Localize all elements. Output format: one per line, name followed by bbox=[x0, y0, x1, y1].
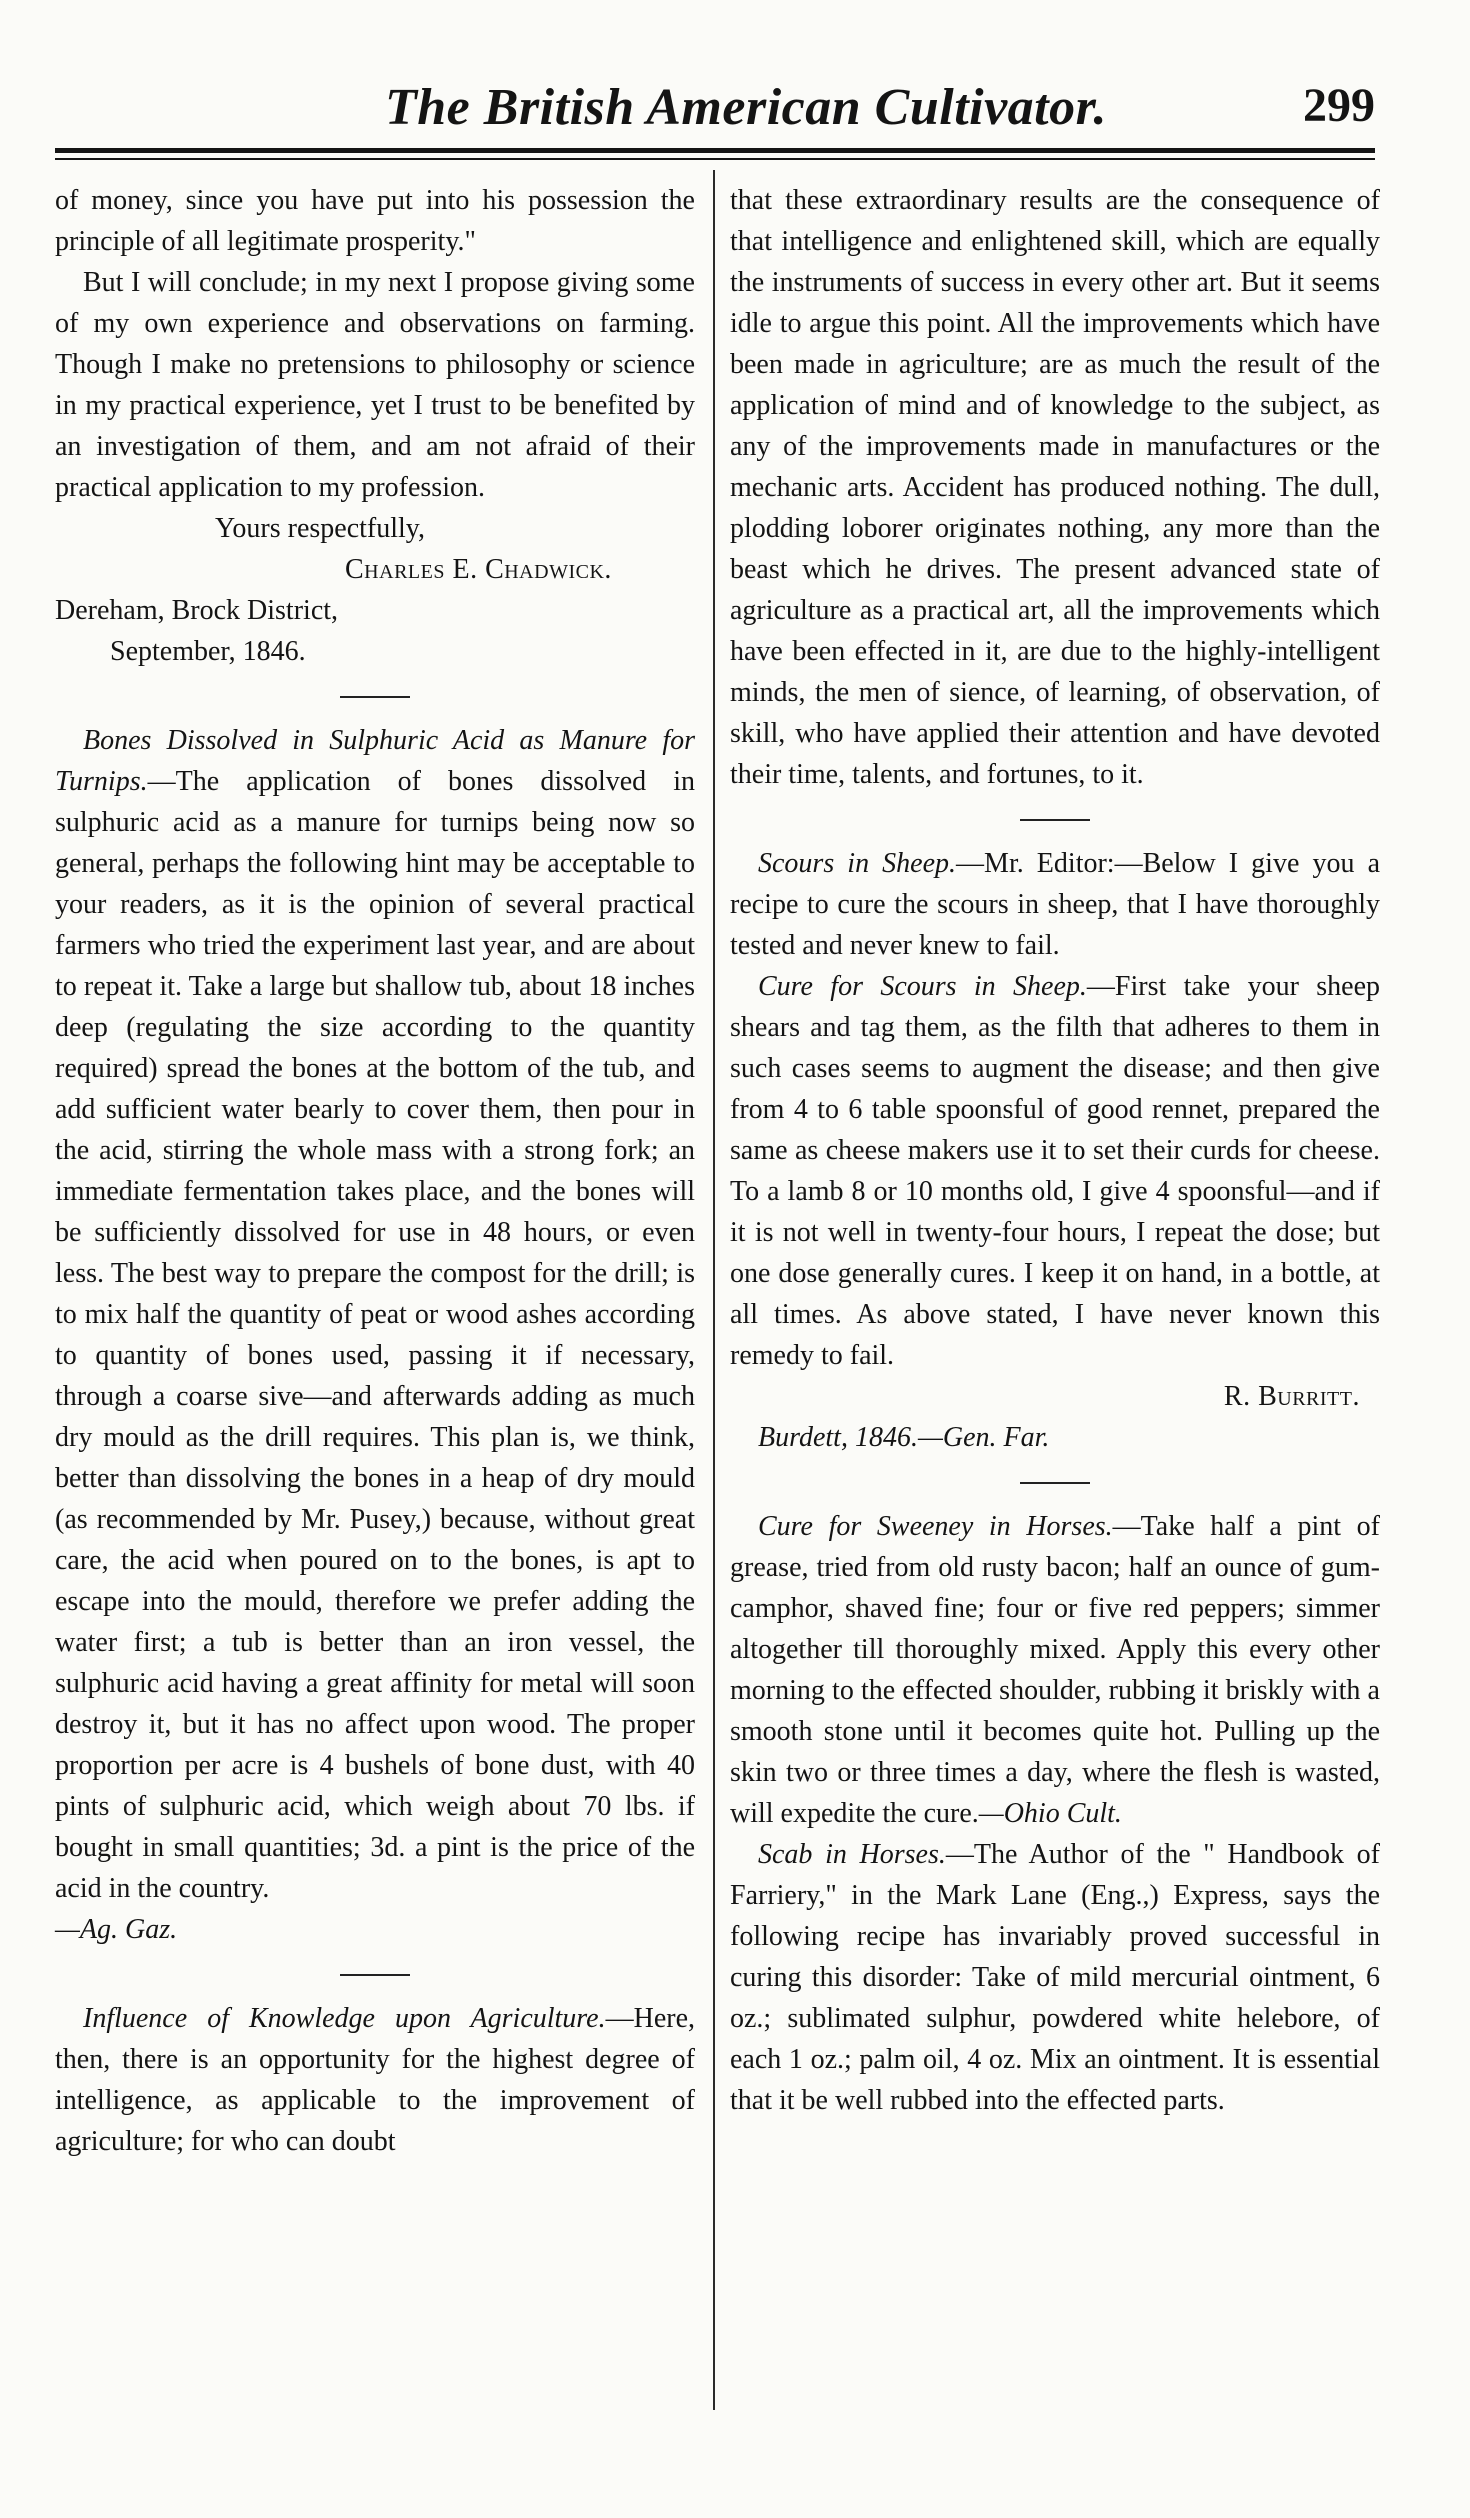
article-cure-scours bbox=[730, 966, 1380, 1376]
article-bones-body: —The application of bones dissolved in sulphuric acid as a manure for turnips being now so general, perhaps the following hint may be acceptable to your readers, as it is the opinion of several practical farmers who tried the experiment last year, and are about to repeat it. Take a large but shallow tub, about 18 inches deep (regulating the size according to the quantity required) spread the bones at the bottom of the tub, and add sufficient water bearly to cover them, then pour in the acid, stirring the whole mass with a strong fork; an immediate fermentation takes place, and the bones will be sufficiently dissolved for use in 48 hours, or even less. The best way to prepare the compost for the drill; is to mix half the quantity of peat or wood ashes according to quantity of bones used, passing it if necessary, through a coarse sive—and afterwards adding as much dry mould as the drill requires. This plan is, we think, better than dissolving the bones in a heap of dry mould (as recommended by Mr. Pusey,) because, without great care, the acid when poured on to the bones, is apt to escape into the mould, therefore we prefer adding the water first; a tub is better than an iron vessel, the sulphuric acid having a great affinity for metal will soon destroy it, but it has no affect upon wood. The proper proportion per acre is 4 bushels of bone dust, with 40 pints of sulphuric acid, which weigh about 70 lbs. if bought in small quantities; 3d. a pint is the price of the acid in the country. bbox=[55, 766, 695, 1904]
article-knowledge-body: —Here, then, there is an opportunity for the highest degree of intelligence, as applicable to the improvement of agriculture; for who can doubt bbox=[55, 2003, 695, 2157]
article-scab-body: —The Author of the " Handbook of Farriery," in the Mark Lane (Eng.,) Express, says the following recipe has invariably proved successful in curing this disorder: Take of mild mercurial ointment, 6 oz.; sublimated sulphur, powdered white helebore, of each 1 oz.; palm oil, 4 oz. Mix an ointment. It is essential that it be well rubbed into the effected parts. bbox=[730, 1839, 1381, 2116]
article-sweeney-source: —Ohio Cult. bbox=[978, 1798, 1122, 1829]
article-scours-title: Scours in Sheep. bbox=[758, 848, 957, 879]
article-knowledge-continued: that these extraordinary results are the consequence of that intelligence and enlightened skill, which are equally the instruments of success in every other art. But it seems idle to argue this point. All the improvements which have been made in agriculture; are as much the result of the application of mind and of knowledge to the subject, as any of the improvements made in manufactures or the mechanic arts. Accident has produced nothing. The dull, plodding loborer originates nothing, any more than the beast which he drives. The present advanced state of agriculture as a practical art, all the improvements which have been effected in it, are due to the highly-intelligent minds, the men of sience, of learning, of observation, of skill, who have applied their attention and have devoted their time, talents, and fortunes, to it. bbox=[730, 185, 1380, 790]
section-rule bbox=[340, 1974, 410, 1976]
article-scours-body: —Mr. Editor:—Below I give you a recipe to cure the scours in sheep, that I have thoroughly tested and never knew to fail. bbox=[730, 848, 1380, 961]
left-column bbox=[55, 180, 695, 2162]
paragraph-continued: of money, since you have put into his possession the principle of all legitimate prosperity." bbox=[55, 185, 695, 257]
article-cure-scours-body: —First take your sheep shears and tag them, as the filth that adheres to them in such cases seems to augment the disease; and then give from 4 to 6 table spoonsful of good rennet, prepared the same as cheese makers use it to set their curds for cheese. To a lamb 8 or 10 months old, I give 4 spoonsful—and if it is not well in twenty-four hours, I repeat the dose; but one dose generally cures. I keep it on hand, in a bottle, at all times. As above stated, I have never known this remedy to fail. bbox=[730, 971, 1380, 1371]
article-scours bbox=[730, 843, 1380, 966]
article-sweeney-title: Cure for Sweeney in Horses. bbox=[758, 1511, 1113, 1542]
page-number: 299 bbox=[1303, 79, 1375, 132]
paragraph-conclusion: But I will conclude; in my next I propose giving some of my own experience and observations on farming. Though I make no pretensions to philosophy or science in my practical experience, yet I trust to be benefited by an investigation of them, and am not afraid of their practical application to my profession. bbox=[55, 267, 695, 503]
page-title: The British American Cultivator. bbox=[385, 79, 1107, 136]
masthead bbox=[55, 70, 1375, 160]
article-bones-title: Bones Dissolved in Sulphuric Acid as Manure for Turnips. bbox=[55, 725, 695, 797]
letter-closing: Yours respectfully, bbox=[215, 513, 425, 544]
article-scab bbox=[730, 1834, 1380, 2121]
article-cure-scours-source: Burdett, 1846.—Gen. Far. bbox=[758, 1422, 1050, 1453]
section-rule bbox=[1020, 819, 1090, 821]
article-scab-title: Scab in Horses. bbox=[758, 1839, 946, 1870]
article-bones-source: —Ag. Gaz. bbox=[55, 1914, 178, 1945]
column-divider bbox=[713, 170, 715, 2410]
article-cure-scours-signature: R. Burritt. bbox=[1223, 1381, 1360, 1412]
article-cure-scours-title: Cure for Scours in Sheep. bbox=[758, 971, 1087, 1002]
letter-place: Dereham, Brock District, bbox=[55, 595, 339, 626]
article-bones bbox=[55, 720, 695, 1909]
letter-signature: Charles E. Chadwick. bbox=[345, 554, 612, 585]
article-sweeney bbox=[730, 1506, 1380, 1834]
header-rule-thick bbox=[55, 148, 1375, 153]
section-rule bbox=[1020, 1482, 1090, 1484]
letter-date: September, 1846. bbox=[110, 636, 306, 667]
article-knowledge bbox=[55, 1998, 695, 2162]
header-rule-thin bbox=[55, 158, 1375, 160]
section-rule bbox=[340, 696, 410, 698]
right-column bbox=[730, 180, 1380, 2121]
article-knowledge-title: Influence of Knowledge upon Agriculture. bbox=[83, 2003, 606, 2034]
article-sweeney-body: —Take half a pint of grease, tried from old rusty bacon; half an ounce of gum-camphor, shaved fine; four or five red peppers; simmer altogether till thoroughly mixed. Apply this every other morning to the effected shoulder, rubbing it briskly with a smooth stone until it becomes quite hot. Pulling up the skin two or three times a day, where the flesh is wasted, will expedite the cure. bbox=[730, 1511, 1380, 1829]
